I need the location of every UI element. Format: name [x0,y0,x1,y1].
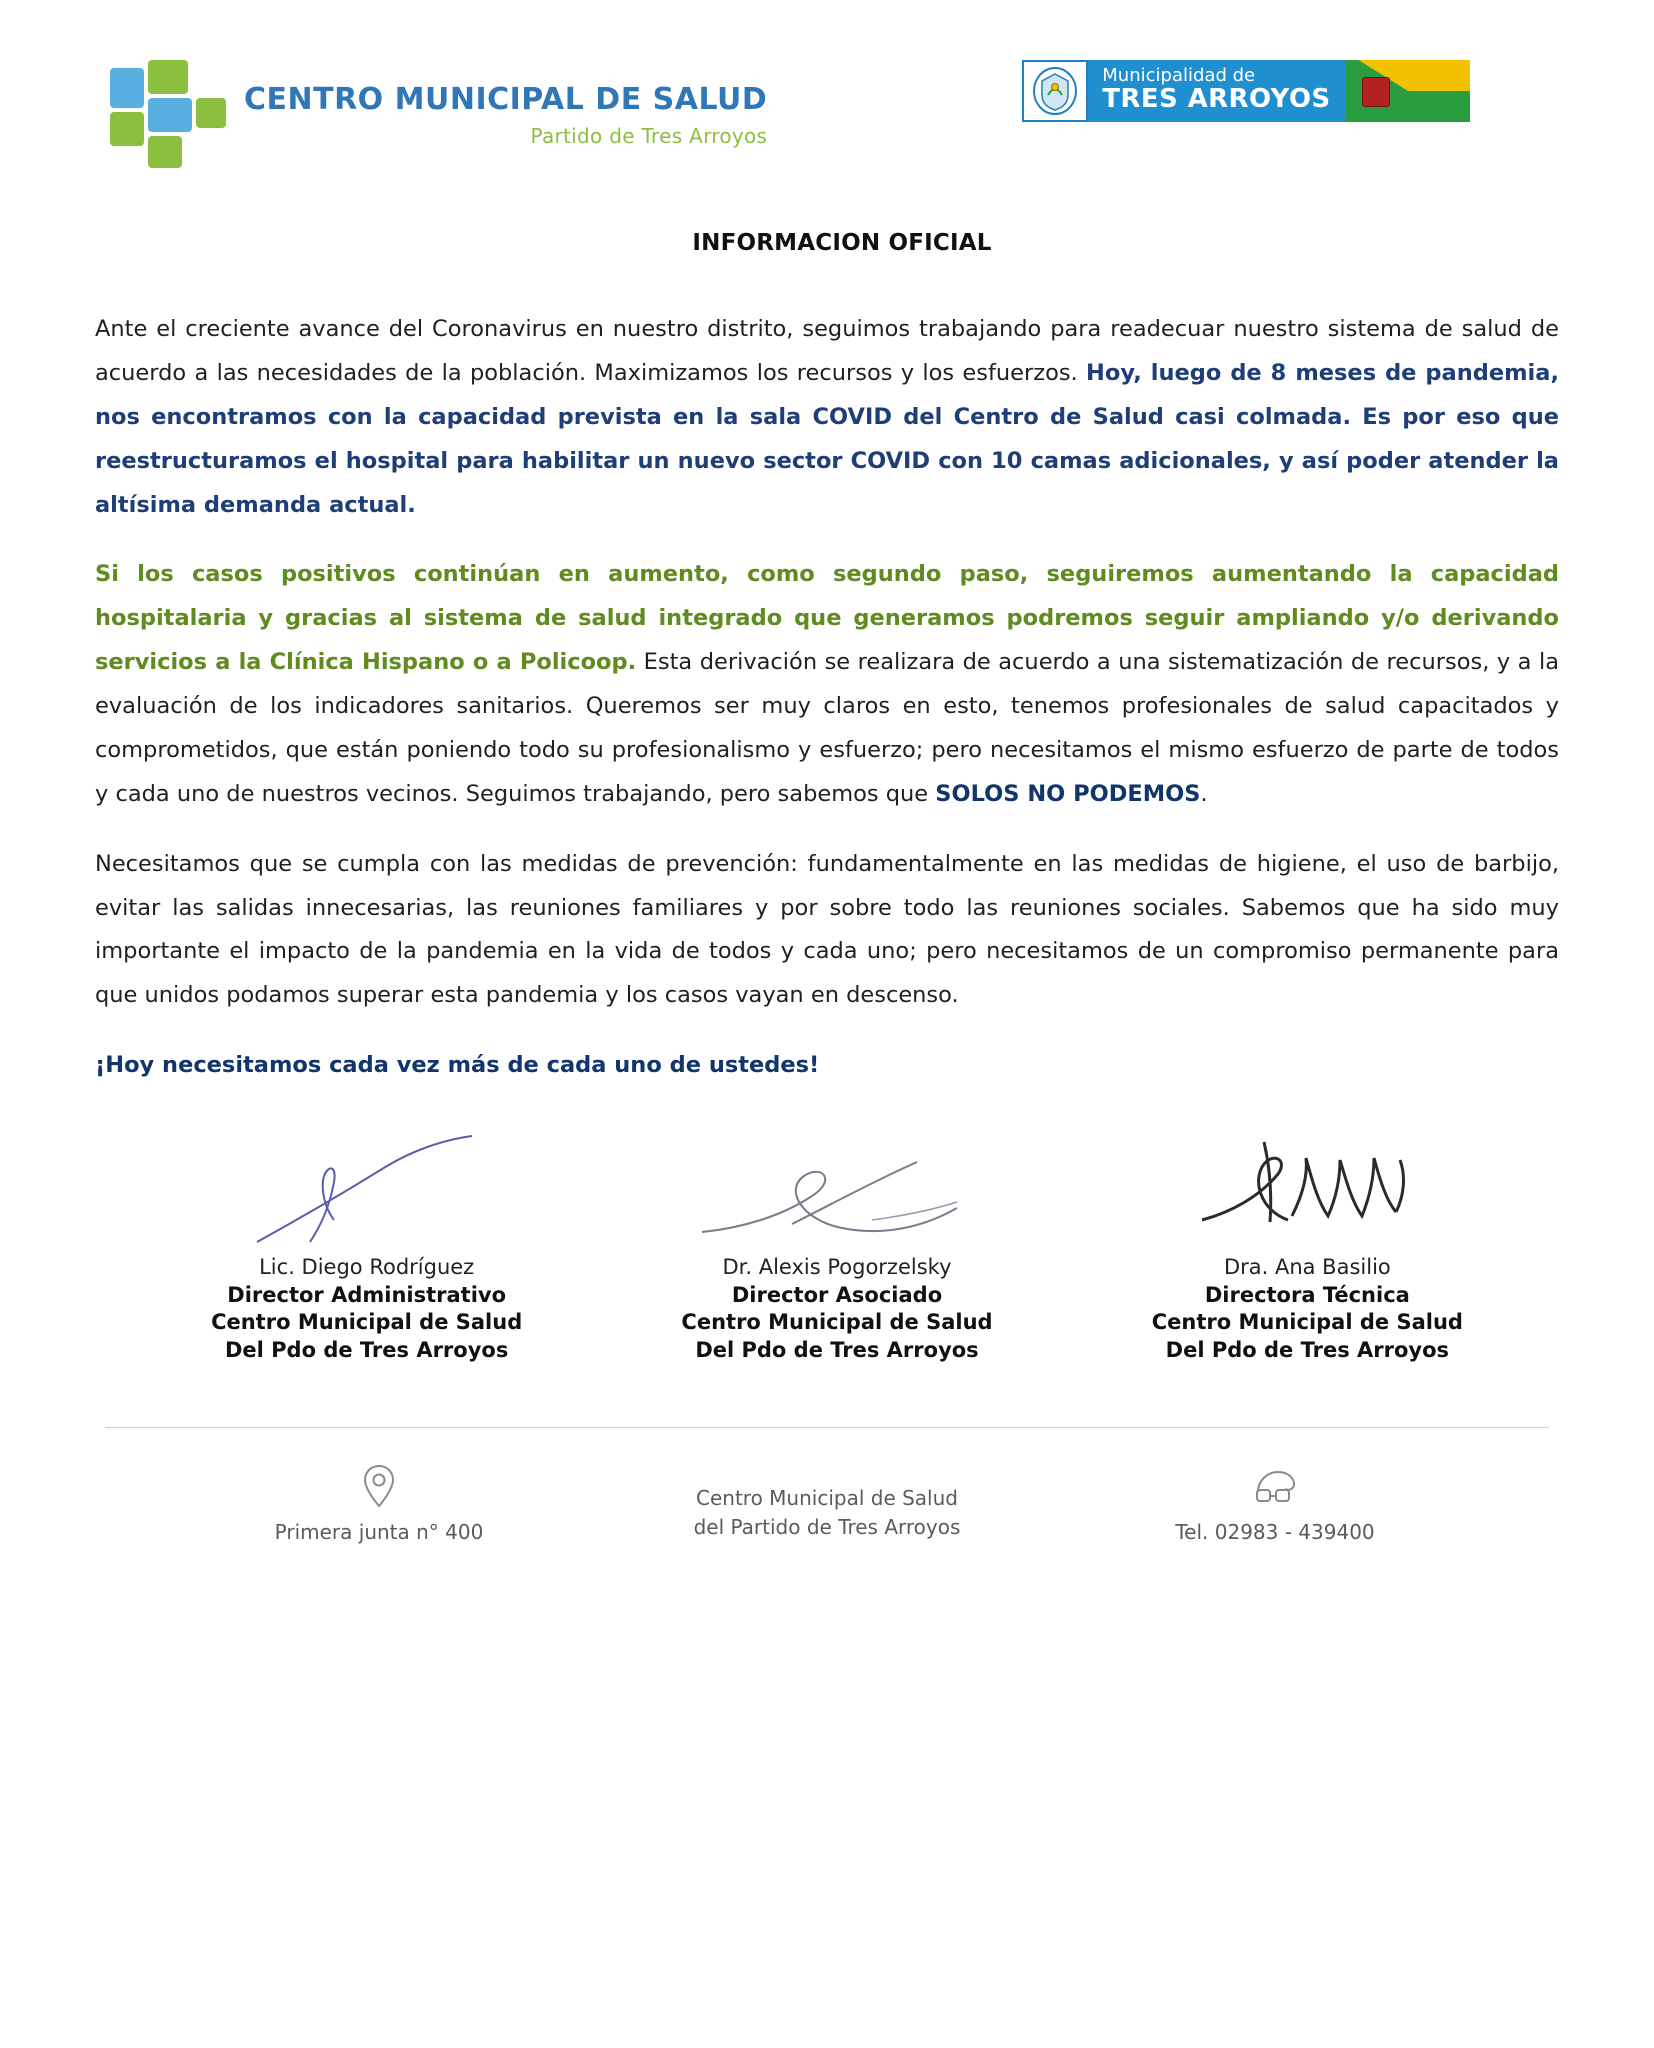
signature-3-org: Centro Municipal de Salud [1151,1310,1463,1335]
health-center-logo [110,60,767,170]
location-pin-icon [361,1462,397,1510]
footer-address: Primera junta n° 400 [274,1519,484,1544]
signature-block [95,1124,1559,1365]
signature-1 [135,1124,598,1365]
document-header [95,60,1559,200]
footer-org-line2: del Partido de Tres Arroyos [693,1514,961,1539]
municipality-flag-icon [1346,60,1470,122]
footer-org-block [603,1484,1051,1544]
paragraph-1-plain: Ante el creciente avance del Coronavirus en nuestro distrito, seguimos trabajando para readecuar nuestro sistema de salud de acuerdo a las necesidades de la población. Maximizamos los recursos y los esfuerzos. [95,316,1559,386]
signature-1-org: Centro Municipal de Salud [211,1310,523,1335]
municipality-line2: TRES ARROYOS [1102,83,1331,114]
footer-address-block [155,1462,603,1544]
signature-2-mark [605,1124,1068,1254]
signature-3-org2: Del Pdo de Tres Arroyos [1165,1338,1450,1363]
municipality-line1: Municipalidad de [1102,65,1256,86]
coat-of-arms-icon [1022,60,1088,122]
footer-phone-block [1051,1466,1499,1544]
phone-icon [1252,1466,1298,1510]
paragraph-2-tail: . [1200,780,1208,807]
closing-statement: ¡Hoy necesitamos cada vez más de cada uno de ustedes! [95,1052,820,1079]
page-title: INFORMACION OFICIAL [692,230,992,256]
paragraph-2-plain: Esta derivación se realizara de acuerdo a una sistematización de recursos, y a la evaluación de los indicadores sanitarios. Queremos ser muy claros en esto, tenemos profesionales de salud capacitados y comprometidos, que están poniendo todo su profesionalismo y esfuerzo; pero necesitamos el mismo esfuerzo de parte de todos y cada uno de nuestros vecinos. Seguimos trabajando, pero sabemos que [95,649,1559,807]
municipality-text [1088,60,1346,122]
signature-1-name: Lic. Diego Rodríguez [259,1255,475,1279]
footer-org-line1: Centro Municipal de Salud [696,1485,958,1510]
cross-logo-icon [110,60,230,170]
signature-3-name: Dra. Ana Basilio [1223,1255,1391,1279]
signature-3-role: Directora Técnica [1204,1282,1410,1307]
signature-2-org: Centro Municipal de Salud [681,1310,993,1335]
logo-title: CENTRO MUNICIPAL DE SALUD [244,81,768,117]
signature-1-org2: Del Pdo de Tres Arroyos [224,1338,509,1363]
paragraph-2 [95,553,1559,816]
signature-2 [605,1124,1068,1365]
signature-2-name: Dr. Alexis Pogorzelsky [722,1255,952,1279]
document-body [95,308,1559,1088]
signature-2-org2: Del Pdo de Tres Arroyos [695,1338,979,1363]
paragraph-1 [95,308,1559,527]
municipality-badge [1022,60,1470,122]
footer-divider [105,1427,1549,1428]
footer-phone: Tel. 02983 - 439400 [1175,1519,1375,1544]
document-footer [95,1462,1559,1544]
logo-subtitle: Partido de Tres Arroyos [530,123,768,148]
signature-1-role: Director Administrativo [227,1282,507,1307]
signature-1-mark [135,1124,598,1254]
paragraph-3: Necesitamos que se cumpla con las medidas de prevención: fundamentalmente en las medidas de higiene, el uso de barbijo, evitar las salidas innecesarias, las reuniones familiares y por sobre todo las reuniones sociales. Sabemos que ha sido muy importante el impacto de la pandemia en la vida de todos y cada uno; pero necesitamos de un compromiso permanente para que unidos podamos superar esta pandemia y los casos vayan en descenso. [95,850,1559,1009]
paragraph-2-emphasis: SOLOS NO PODEMOS [935,780,1201,807]
signature-2-role: Director Asociado [731,1282,943,1307]
paragraph-2-highlight: Si los casos positivos continúan en aumento, como segundo paso, seguiremos aumentando la capacidad hospitalaria y gracias al sistema de salud integrado que generamos podremos seguir ampliando y/o derivando servicios a la Clínica Hispano o a Policoop. [95,561,1559,676]
signature-3 [1076,1124,1539,1365]
paragraph-1-highlight: Hoy, luego de 8 meses de pandemia, nos encontramos con la capacidad prevista en la sala COVID del Centro de Salud casi colmada. Es por eso que reestructuramos el hospital para habilitar un nuevo sector COVID con 10 camas adicionales, y así poder atender la altísima demanda actual. [95,359,1559,518]
signature-3-mark [1076,1124,1539,1254]
